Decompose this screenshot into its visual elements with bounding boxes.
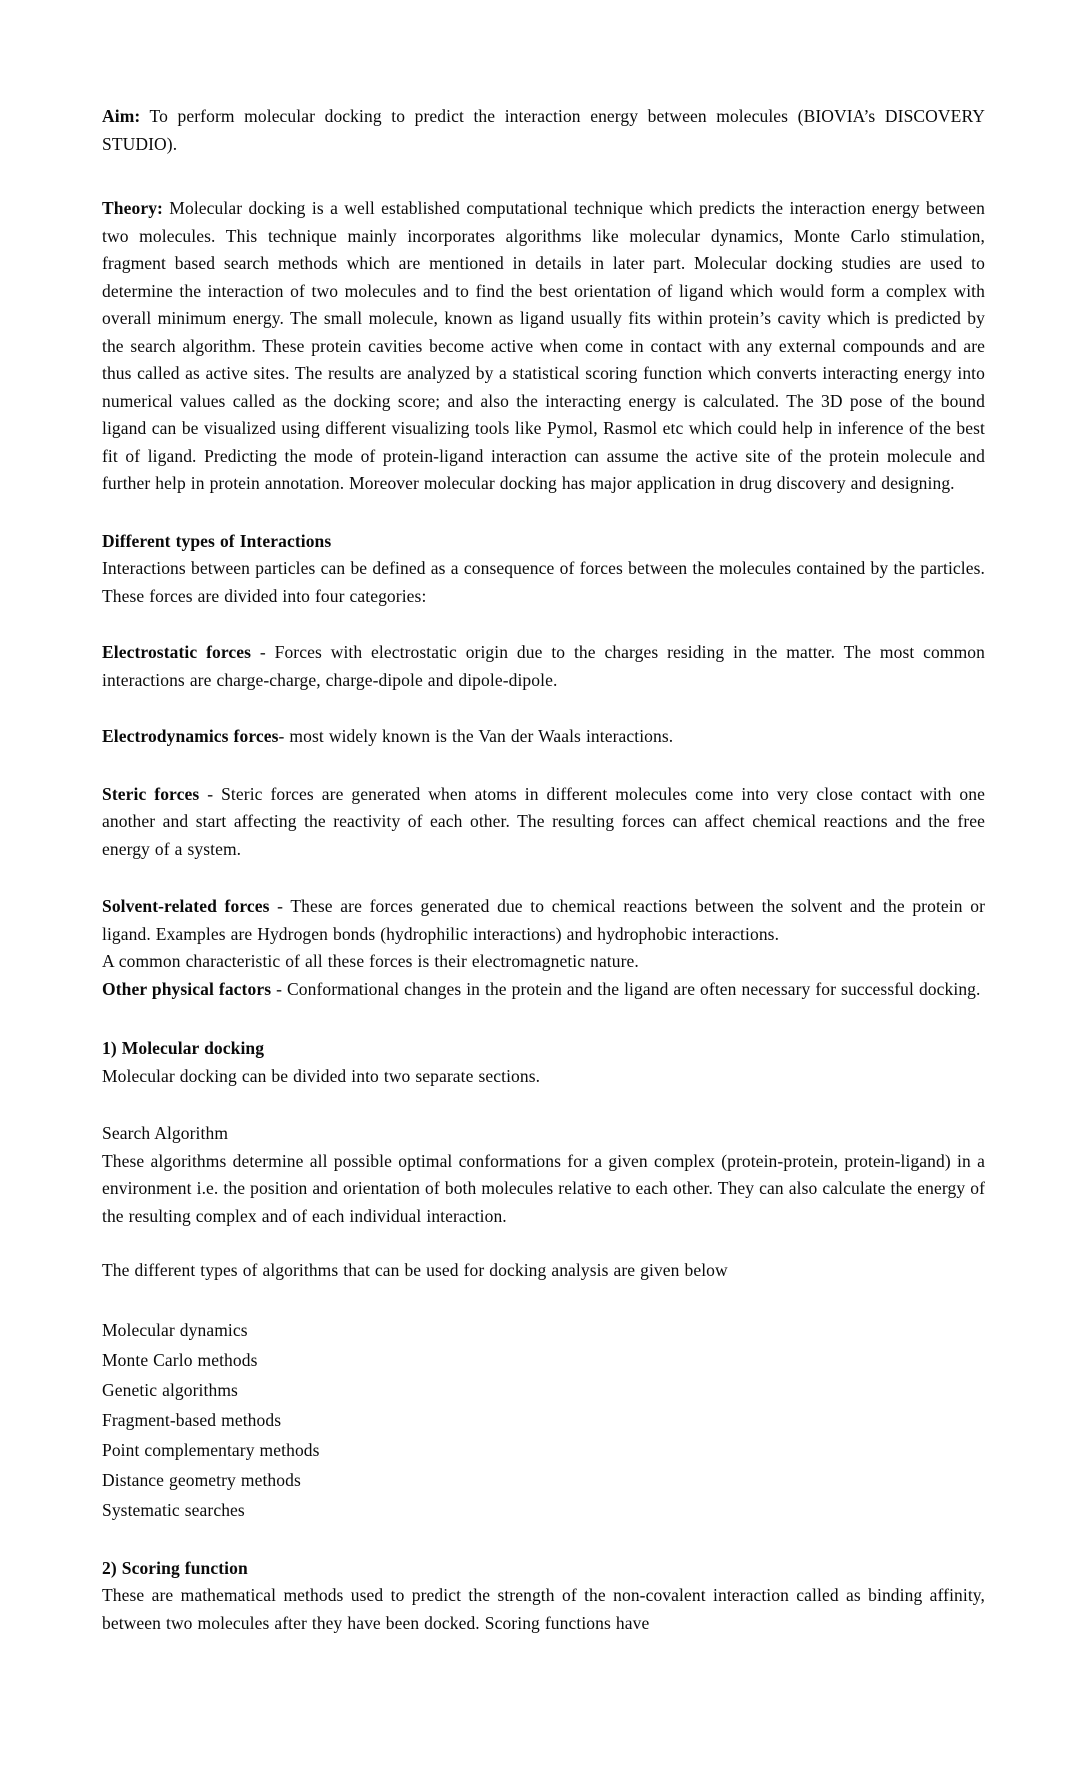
scoring-function-text: These are mathematical methods used to predict the strength of the non-covalent interaction called as binding affinity, between two molecules after they have been docked. Scoring functions have xyxy=(102,1585,985,1633)
other-physical-factors-paragraph xyxy=(102,976,985,1004)
search-algorithm-heading: Search Algorithm xyxy=(102,1123,229,1143)
search-algorithm-text: These algorithms determine all possible optimal conformations for a given complex (protein-protein, protein-ligand) in a environment i.e. the position and orientation of both molecules relative to each other. They can also calculate the energy of the resulting complex and of each individual interaction. xyxy=(102,1150,985,1226)
algorithm-list-item: Distance geometry methods xyxy=(102,1469,301,1490)
molecular-docking-intro: Molecular docking can be divided into two separate sections. xyxy=(102,1065,541,1086)
algorithm-list-item: Systematic searches xyxy=(102,1499,245,1520)
electrodynamics-forces-label: Electrodynamics forces xyxy=(102,726,279,746)
algorithm-list-item: Genetic algorithms xyxy=(102,1379,238,1400)
common-characteristic-note: A common characteristic of all these forces is their electromagnetic nature. xyxy=(102,951,639,971)
electrodynamics-forces-text: - most widely known is the Van der Waals interactions. xyxy=(278,726,674,746)
aim-label: Aim: xyxy=(102,106,141,126)
electrostatic-forces-paragraph xyxy=(102,639,985,694)
algorithm-list-item: Fragment-based methods xyxy=(102,1409,282,1430)
theory-text: Molecular docking is a well established computational technique which predicts the interaction energy between two molecules. This technique mainly incorporates algorithms like molecular dynamics, Monte Carlo stimulation, fragment based search methods which are mentioned in details in later part. Molecular docking studies are used to determine the interaction of two molecules and to find the best orientation of ligand which would form a complex with overall minimum energy. The small molecule, known as ligand usually fits within protein’s cavity which is predicted by the search algorithm. These protein cavities become active when come in contact with any external compounds and are thus called as active sites. The results are analyzed by a statistical scoring function which converts interacting energy into numerical values called as the docking score; and also the interacting energy is calculated. The 3D pose of the bound ligand can be visualized using different visualizing tools like Pymol, Rasmol etc which could help in inference of the best fit of ligand. Predicting the mode of protein-ligand interaction can assume the active site of the protein molecule and further help in protein annotation. Moreover molecular docking has major application in drug discovery and designing. xyxy=(102,198,985,493)
algorithm-list-item: Point complementary methods xyxy=(102,1439,320,1460)
other-physical-factors-label: Other physical factors xyxy=(102,978,272,999)
scoring-function-heading: 2) Scoring function xyxy=(102,1557,248,1578)
steric-forces-text: - Steric forces are generated when atoms in different molecules come into very close contact with one another and start affecting the reactivity of each other. The resulting forces can affect chemical reactions and the free energy of a system. xyxy=(102,783,985,859)
interactions-heading: Different types of Interactions xyxy=(102,530,332,551)
solvent-forces-label: Solvent-related forces xyxy=(102,896,270,916)
algorithm-list-item: Molecular dynamics xyxy=(102,1319,248,1340)
theory-label: Theory: xyxy=(102,198,163,218)
electrodynamics-forces-paragraph xyxy=(102,723,985,751)
aim-paragraph xyxy=(102,103,985,158)
steric-forces-label: Steric forces xyxy=(102,783,200,804)
interactions-intro: Interactions between particles can be defined as a consequence of forces between the molecules contained by the particles. These forces are divided into four categories: xyxy=(102,558,985,606)
algorithm-list-item: Monte Carlo methods xyxy=(102,1349,258,1370)
theory-paragraph xyxy=(102,195,985,498)
solvent-forces-paragraph xyxy=(102,893,985,948)
algorithms-intro: The different types of algorithms that can be used for docking analysis are given below xyxy=(102,1260,728,1280)
other-physical-factors-text: - Conformational changes in the protein and the ligand are often necessary for successful docking. xyxy=(271,978,981,999)
electrostatic-forces-text: - Forces with electrostatic origin due to the charges residing in the matter. The most common interactions are charge-charge, charge-dipole and dipole-dipole. xyxy=(102,642,985,690)
algorithm-list xyxy=(102,1315,985,1525)
steric-forces-paragraph xyxy=(102,781,985,864)
aim-text: To perform molecular docking to predict the interaction energy between molecules (BIOVIA’s DISCOVERY STUDIO). xyxy=(102,106,985,154)
molecular-docking-heading: 1) Molecular docking xyxy=(102,1038,265,1058)
solvent-forces-text: - These are forces generated due to chemical reactions between the solvent and the protein or ligand. Examples are Hydrogen bonds (hydrophilic interactions) and hydrophobic interactions. xyxy=(102,896,985,944)
electrostatic-forces-label: Electrostatic forces xyxy=(102,642,252,662)
